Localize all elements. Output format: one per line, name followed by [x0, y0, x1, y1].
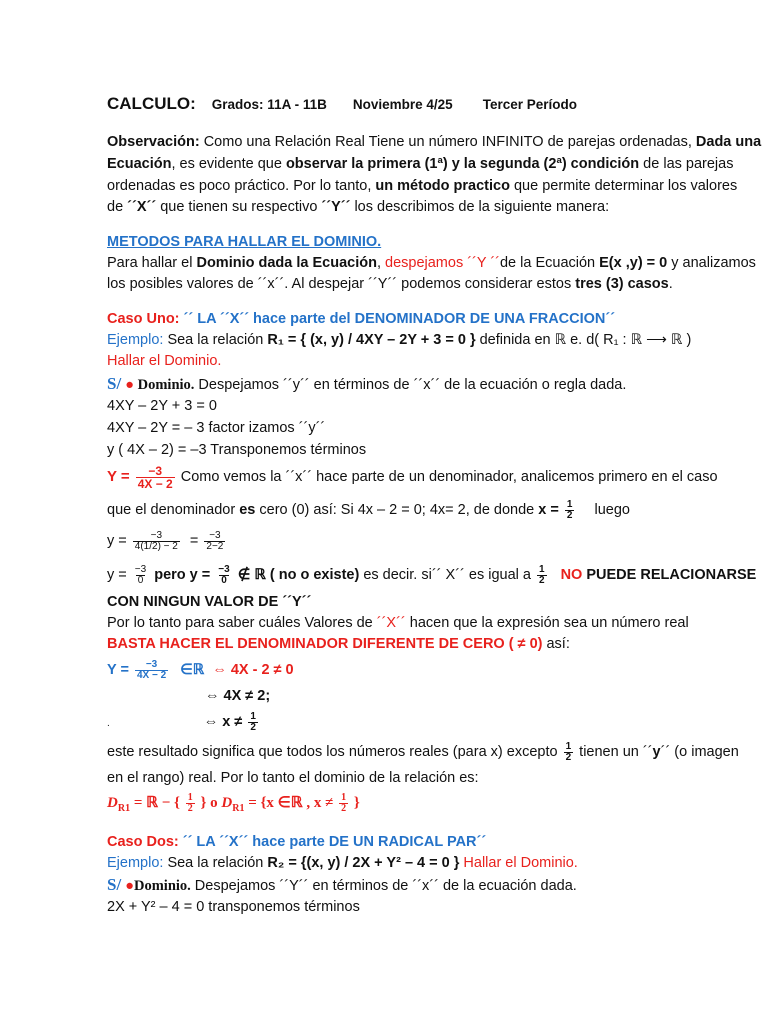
case1-para-1: Por lo tanto para saber cuáles Valores de ´´X´´ hacen que la expresión sea un número real: [107, 615, 689, 631]
fraction: $\frac{1}{2}$: [250, 710, 256, 733]
case1-solution: S/ ● Dominio. Despejamos ´´y´´ en términos de ´´x´´ de la ecuación o regla dada.: [107, 374, 627, 393]
subject-title: CALCULO:: [107, 94, 196, 113]
fraction: $\frac{-3}{4(1/2) - 2}$: [134, 529, 178, 552]
bullet-icon: ●: [125, 878, 134, 894]
observation-line-2: Ecuación, es evidente que observar la primera (1ª) y la segunda (2ª) condición de las parejas: [107, 156, 734, 172]
case1-y-equation: Y = $\frac{-3}{4X - 2}$ Como vemos la ´´x´´ hace parte de un denominador, analicemos primero en el caso: [107, 463, 718, 491]
fraction: $\frac{-3}{0}$: [218, 563, 230, 586]
case1-substitution-2: y = $\frac{-3}{0}$ pero y = $\frac{-3}{0}$ ∉ ℝ ( no o existe) es decir. si´´ X´´ es igual a $\frac{1}{2}$ NO PUEDE RELACIONARSE: [107, 563, 757, 586]
case1-condition-1: Y = $\frac{-3}{4X - 2}$ ∈ℝ ⇔ 4X - 2 ≠ 0: [107, 658, 294, 681]
case2-example: Ejemplo: Sea la relación R₂ = {(x, y) / 2X + Y² – 4 = 0 } Hallar el Dominio.: [107, 855, 578, 871]
case1-domain-result: $D_{R1}$ = ℝ − { $\frac{1}{2}$ } o $D_{R1} = \{x$ ∈ℝ , x ≠ $\frac{1}{2}$ }: [107, 792, 360, 815]
case1-condition-2: ⇔ 4X ≠ 2;: [205, 688, 271, 704]
case1-find: Hallar el Dominio.: [107, 353, 222, 369]
case2-solution: S/ ●Dominio. Despejamos ´´Y´´ en términos de ´´x´´ de la ecuación dada.: [107, 875, 577, 894]
period: Tercer Período: [482, 97, 578, 112]
header-line: [107, 94, 577, 115]
case2-title: Caso Dos: ´´ LA ´´X´´ hace parte DE UN RADICAL PAR´´: [107, 834, 487, 850]
observation-line-1: Observación: Como una Relación Real Tiene un número INFINITO de parejas ordenadas, Dada una: [107, 134, 762, 150]
fraction: $\frac{1}{2}$: [566, 498, 573, 521]
fraction: $\frac{-3}{0}$: [134, 563, 147, 586]
fraction: $\frac{1}{2}$: [187, 792, 193, 815]
fraction: $\frac{1}{2}$: [565, 740, 572, 763]
fraction: $\frac{1}{2}$: [341, 792, 347, 815]
case1-no-value-line: CON NINGUN VALOR DE ´´Y´´: [107, 594, 312, 610]
case1-step-2: 4XY – 2Y = – 3 factor izamos ´´y´´: [107, 420, 326, 436]
fraction: $\frac{-3}{2-2}$: [206, 529, 224, 552]
grades: Grados: 11A - 11B: [211, 97, 327, 112]
case1-denominator-line: que el denominador es cero (0) así: Si 4x – 2 = 0; 4x= 2, de donde x = $\frac{1}{2}$ luego: [107, 498, 630, 521]
observation-line-4: de ´´X´´ que tienen su respectivo ´´Y´´ los describimos de la siguiente manera:: [107, 199, 610, 215]
case1-step-3: y ( 4X – 2) = –3 Transponemos términos: [107, 442, 367, 458]
case1-result-2: en el rango) real. Por lo tanto el dominio de la relación es:: [107, 770, 479, 786]
date: Noviembre 4/25: [352, 97, 453, 112]
case1-title: Caso Uno: ´´ LA ´´X´´ hace parte del DENOMINADOR DE UNA FRACCION´´: [107, 311, 616, 327]
case1-example: Ejemplo: Sea la relación R₁ = { (x, y) / 4XY – 2Y + 3 = 0 } definida en ℝ e. d( R₁ : ℝ ⟶ ℝ ): [107, 332, 692, 348]
observation-line-3: ordenadas es poco práctico. Por lo tanto, un método practico que permite determinar los valores: [107, 178, 738, 194]
methods-heading: METODOS PARA HALLAR EL DOMINIO.: [107, 234, 382, 250]
case1-para-2: BASTA HACER EL DENOMINADOR DIFERENTE DE CERO ( ≠ 0) así:: [107, 636, 570, 652]
case1-substitution-1: y = $\frac{-3}{4(1/2) - 2}$ = $\frac{-3}{2-2}$: [107, 529, 224, 552]
methods-line-1: Para hallar el Dominio dada la Ecuación, despejamos ´´Y ´´de la Ecuación E(x ,y) = 0 y analizamos: [107, 255, 756, 271]
bullet-icon: ●: [125, 377, 134, 393]
case1-result-1: este resultado significa que todos los números reales (para x) excepto $\frac{1}{2}$ tienen un ´´y´´ (o imagen: [107, 740, 739, 763]
case2-step-1: 2X + Y² – 4 = 0 transponemos términos: [107, 899, 360, 915]
fraction: $\frac{1}{2}$: [538, 563, 545, 586]
methods-line-2: los posibles valores de ´´x´´. Al despejar ´´Y´´ podemos considerar estos tres (3) casos.: [107, 276, 673, 292]
case1-step-1: 4XY – 2Y + 3 = 0: [107, 398, 217, 414]
fraction: $\frac{-3}{4X - 2}$: [137, 463, 173, 491]
fraction: $\frac{-3}{4X - 2}$: [136, 658, 167, 681]
case1-condition-3: . ⇔ x ≠ $\frac{1}{2}$: [107, 710, 256, 733]
